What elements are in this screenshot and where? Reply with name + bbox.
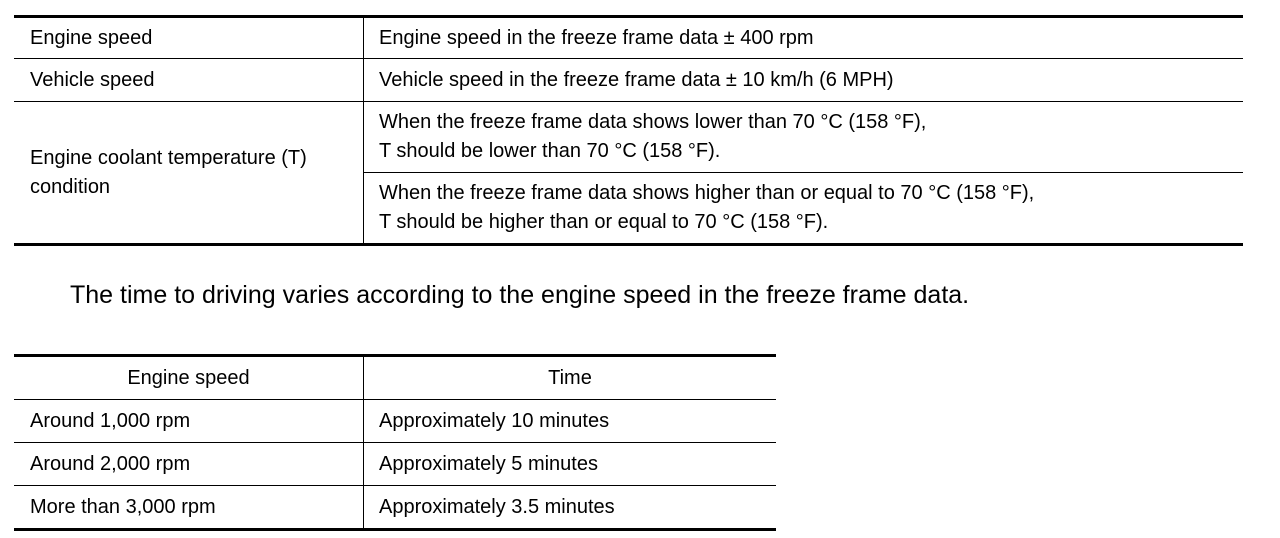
condition-value: Engine speed in the freeze frame data ± 400 rpm: [364, 17, 1244, 59]
condition-label: Engine speed: [14, 17, 364, 59]
condition-label: Vehicle speed: [14, 59, 364, 102]
coolant-higher-condition: [364, 173, 1244, 245]
coolant-higher-line2: T should be higher than or equal to 70 °C (158 °F).: [379, 211, 829, 233]
time-cell: Approximately 5 minutes: [364, 443, 777, 486]
coolant-label-line2: condition: [30, 175, 111, 198]
coolant-condition-label: [14, 102, 364, 245]
coolant-label-line1: Engine coolant temperature (T): [30, 146, 307, 169]
table-row: [14, 443, 776, 486]
engine-speed-cell: Around 2,000 rpm: [14, 443, 364, 486]
driving-time-paragraph: The time to driving varies according to the engine speed in the freeze frame data.: [70, 281, 970, 309]
header-engine-speed: Engine speed: [14, 356, 364, 400]
table-row: [14, 486, 776, 530]
header-time: Time: [364, 356, 777, 400]
coolant-lower-line1: When the freeze frame data shows lower than 70 °C (158 °F),: [379, 111, 927, 133]
table-row: [14, 400, 776, 443]
driving-time-table: [14, 354, 776, 531]
table-row: [14, 102, 1243, 173]
coolant-lower-condition: [364, 102, 1244, 173]
freeze-frame-conditions-table: [14, 15, 1243, 246]
coolant-lower-line2: T should be lower than 70 °C (158 °F).: [379, 140, 721, 162]
coolant-higher-line1: When the freeze frame data shows higher than or equal to 70 °C (158 °F),: [379, 182, 1035, 204]
table-header-row: [14, 356, 776, 400]
table-row: [14, 17, 1243, 59]
time-cell: Approximately 3.5 minutes: [379, 495, 615, 518]
time-cell: Approximately 10 minutes: [364, 400, 777, 443]
engine-speed-cell: Around 1,000 rpm: [14, 400, 364, 443]
engine-speed-cell: More than 3,000 rpm: [14, 486, 364, 530]
table-row: [14, 59, 1243, 102]
condition-value: Vehicle speed in the freeze frame data ± 10 km/h (6 MPH): [364, 59, 1244, 102]
